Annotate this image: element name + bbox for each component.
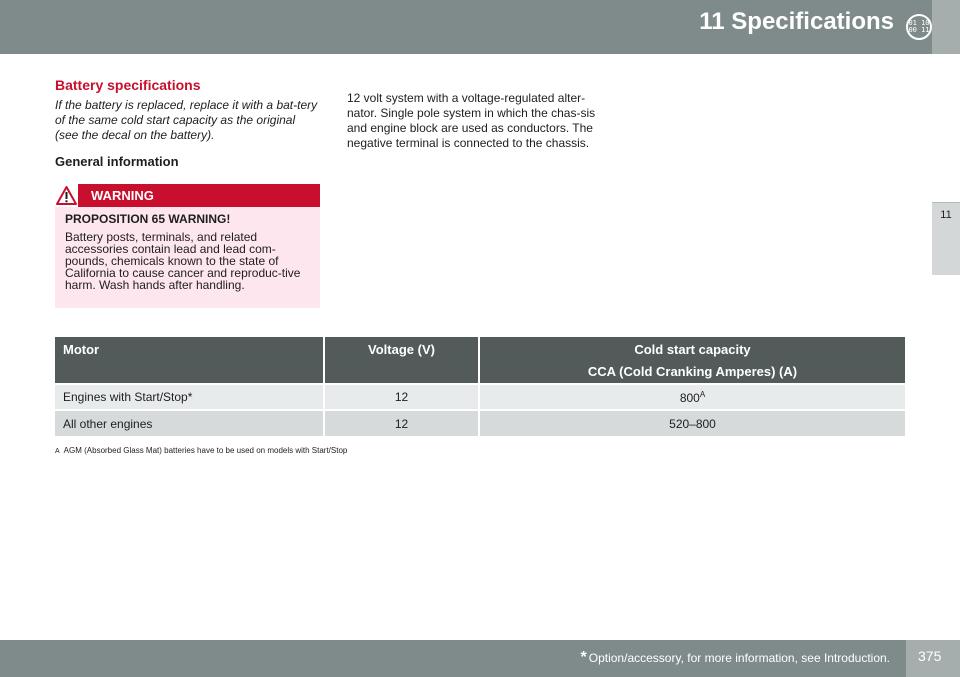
cell-cca: [479, 384, 905, 410]
footnote-ref[interactable]: A: [699, 389, 706, 399]
footer-star: *: [580, 649, 587, 666]
cell-voltage: 12: [324, 384, 479, 410]
table-header-row: [55, 337, 905, 384]
chapter-badge-icon: [906, 14, 932, 40]
intro-text: If the battery is replaced, replace it with a bat-tery of the same cold start capacity as the original (see the decal on the battery).: [55, 98, 318, 142]
warning-subtitle: PROPOSITION 65 WARNING!: [65, 212, 231, 226]
header-cca-line2: CCA (Cold Cranking Amperes) (A): [587, 364, 798, 379]
cell-cca-value: 800: [679, 390, 700, 405]
footnote-mark: A: [55, 448, 60, 455]
header-motor: Motor: [55, 337, 324, 384]
warning-box: [55, 184, 320, 308]
cell-voltage: 12: [324, 410, 479, 436]
warning-triangle-icon: [55, 184, 78, 207]
general-information-heading: General information: [55, 154, 179, 169]
cell-motor: All other engines: [55, 410, 324, 436]
chapter-header-bar: [0, 0, 932, 54]
warning-title: WARNING: [91, 188, 154, 203]
cell-cca: 520–800: [479, 410, 905, 436]
chapter-title: 11 Specifications: [699, 8, 894, 35]
header-cca: [479, 337, 905, 384]
chapter-icon-line-1: 01 10: [908, 19, 930, 27]
table-footnote: [55, 446, 347, 455]
header-voltage: Voltage (V): [324, 337, 479, 384]
warning-header: [55, 184, 320, 207]
side-tab-label: 11: [940, 209, 952, 221]
table-row: [55, 384, 905, 410]
page-number: 375: [918, 648, 942, 664]
chapter-side-tab[interactable]: [932, 202, 960, 275]
footer-note-text[interactable]: Option/accessory, for more information, see Introduction.: [588, 651, 890, 665]
cell-motor: Engines with Start/Stop*: [55, 384, 324, 410]
chapter-icon-line-2: 00 11: [908, 26, 930, 34]
system-description: 12 volt system with a voltage-regulated alter-nator. Single pole system in which the chas-sis and engine block are used as conductors. The negative terminal is connected to the chassis.: [347, 91, 596, 150]
table-row: [55, 410, 905, 436]
battery-spec-table: [55, 337, 905, 436]
warning-text: Battery posts, terminals, and related accessories contain lead and lead com-pounds, chemicals known to the state of California to cause cancer and reproduc-tive harm. Wash hands after handling.: [65, 230, 301, 292]
footnote-text: AGM (Absorbed Glass Mat) batteries have to be used on models with Start/Stop: [63, 446, 348, 455]
header-cca-line1: Cold start capacity: [634, 342, 751, 357]
header-side-tab: [932, 0, 960, 54]
section-title: Battery specifications: [55, 77, 201, 93]
footer-note: [581, 649, 890, 667]
